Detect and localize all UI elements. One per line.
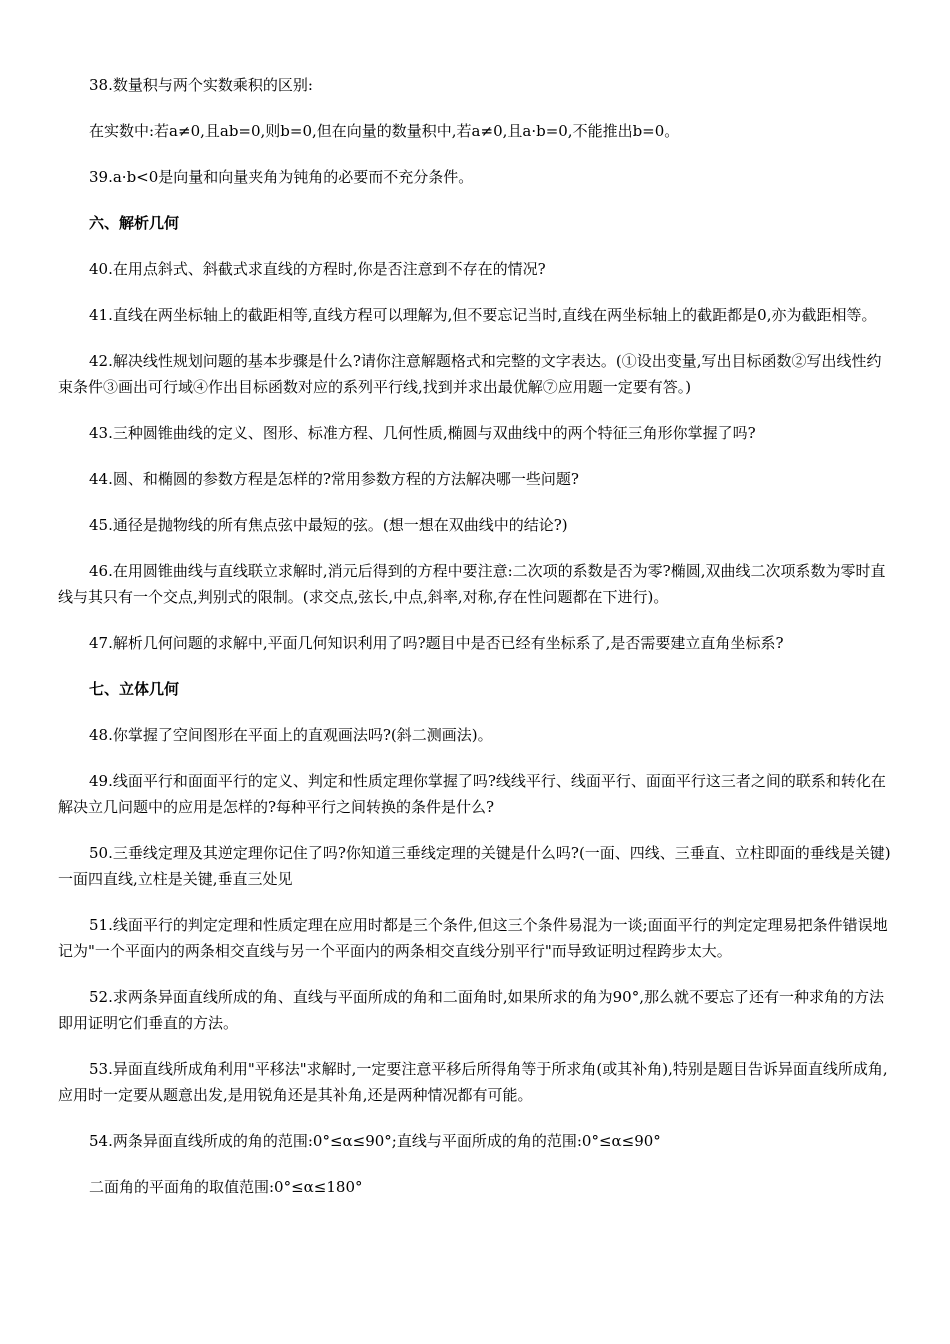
paragraph-42: 42.解决线性规划问题的基本步骤是什么?请你注意解题格式和完整的文字表达。(①设出变量,写出目标函数②写出线性约束条件③画出可行域④作出目标函数对应的系列平行线,找到并求出最优解⑦应用题一定要有答。) — [58, 352, 882, 396]
paragraph-47: 47.解析几何问题的求解中,平面几何知识利用了吗?题目中是否已经有坐标系了,是否需要建立直角坐标系? — [89, 634, 784, 652]
section-heading-solid-geometry: 七、立体几何 — [89, 680, 180, 698]
paragraph-41: 41.直线在两坐标轴上的截距相等,直线方程可以理解为,但不要忘记当时,直线在两坐标轴上的截距都是0,亦为截距相等。 — [89, 306, 877, 324]
paragraph-48: 48.你掌握了空间图形在平面上的直观画法吗?(斜二测画法)。 — [89, 726, 493, 744]
paragraph-39: 39.a·b<0是向量和向量夹角为钝角的必要而不充分条件。 — [89, 168, 474, 186]
paragraph-44: 44.圆、和椭圆的参数方程是怎样的?常用参数方程的方法解决哪一些问题? — [89, 470, 579, 488]
paragraph-38-detail: 在实数中:若a≠0,且ab=0,则b=0,但在向量的数量积中,若a≠0,且a·b=0,不能推出b=0。 — [89, 122, 680, 140]
paragraph-52: 52.求两条异面直线所成的角、直线与平面所成的角和二面角时,如果所求的角为90°,那么就不要忘了还有一种求角的方法即用证明它们垂直的方法。 — [58, 988, 884, 1032]
paragraph-50: 50.三垂线定理及其逆定理你记住了吗?你知道三垂线定理的关键是什么吗?(一面、四线、三垂直、立柱即面的垂线是关键)一面四直线,立柱是关键,垂直三处见 — [58, 844, 891, 888]
paragraph-dihedral-angle-range: 二面角的平面角的取值范围:0°≤α≤180° — [89, 1178, 363, 1196]
paragraph-49: 49.线面平行和面面平行的定义、判定和性质定理你掌握了吗?线线平行、线面平行、面面平行这三者之间的联系和转化在解决立几问题中的应用是怎样的?每种平行之间转换的条件是什么? — [58, 772, 886, 816]
paragraph-45: 45.通径是抛物线的所有焦点弦中最短的弦。(想一想在双曲线中的结论?) — [89, 516, 568, 534]
paragraph-54: 54.两条异面直线所成的角的范围:0°≤α≤90°;直线与平面所成的角的范围:0°≤α≤90° — [89, 1132, 661, 1150]
paragraph-51: 51.线面平行的判定定理和性质定理在应用时都是三个条件,但这三个条件易混为一谈;面面平行的判定定理易把条件错误地记为"一个平面内的两条相交直线与另一个平面内的两条相交直线分别平行"而导致证明过程跨步太大。 — [58, 916, 888, 960]
section-heading-analytic-geometry: 六、解析几何 — [89, 214, 180, 232]
paragraph-46: 46.在用圆锥曲线与直线联立求解时,消元后得到的方程中要注意:二次项的系数是否为零?椭圆,双曲线二次项系数为零时直线与其只有一个交点,判别式的限制。(求交点,弦长,中点,斜率,对称,存在性问题都在下进行)。 — [58, 562, 886, 606]
paragraph-40: 40.在用点斜式、斜截式求直线的方程时,你是否注意到不存在的情况? — [89, 260, 546, 278]
paragraph-53: 53.异面直线所成角利用"平移法"求解时,一定要注意平移后所得角等于所求角(或其补角),特别是题目告诉异面直线所成角,应用时一定要从题意出发,是用锐角还是其补角,还是两种情况都有可能。 — [58, 1060, 888, 1104]
paragraph-38: 38.数量积与两个实数乘积的区别: — [89, 76, 313, 94]
paragraph-43: 43.三种圆锥曲线的定义、图形、标准方程、几何性质,椭圆与双曲线中的两个特征三角形你掌握了吗? — [89, 424, 756, 442]
